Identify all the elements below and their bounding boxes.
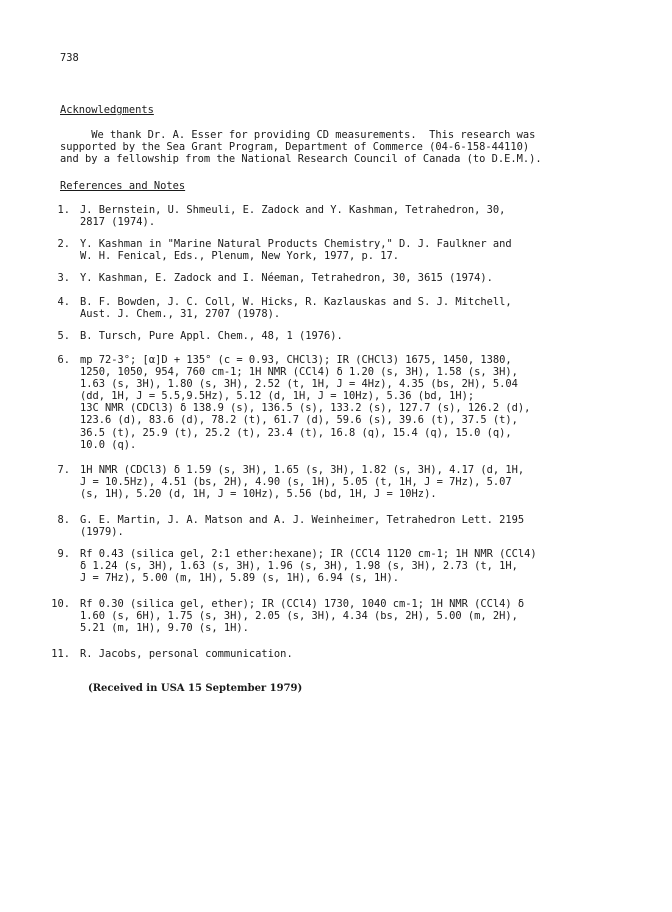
reference-line: 5.21 (m, 1H), 9.70 (s, 1H).: [80, 622, 249, 635]
acknowledgments-text: [60, 129, 630, 165]
reference-line: 1.60 (s, 6H), 1.75 (s, 3H), 2.05 (s, 3H), 4.34 (bs, 2H), 5.00 (m, 2H),: [80, 610, 518, 623]
reference-line: 10.0 (q).: [80, 438, 137, 451]
reference-text: [80, 514, 640, 538]
reference-line: 13C NMR (CDCl3) δ 138.9 (s), 136.5 (s), 133.2 (s), 127.7 (s), 126.2 (d),: [80, 402, 531, 415]
reference-number: 11.: [51, 648, 70, 660]
reference-line: Rf 0.30 (silica gel, ether); IR (CCl4) 1730, 1040 cm-1; 1H NMR (CCl4) δ: [80, 598, 525, 610]
reference-line: mp 72-3°; [α]D + 135° (c = 0.93, CHCl3); IR (CHCl3) 1675, 1450, 1380,: [80, 354, 512, 366]
reference-text: [80, 354, 640, 451]
reference-text: [80, 330, 640, 342]
reference-line: 123.6 (d), 83.6 (d), 78.2 (t), 61.7 (d), 59.6 (s), 39.6 (t), 37.5 (t),: [80, 414, 518, 427]
reference-line: B. Tursch, Pure Appl. Chem., 48, 1 (1976).: [80, 330, 343, 342]
reference-number: 1.: [57, 204, 70, 216]
reference-line: (dd, 1H, J = 5.5,9.5Hz), 5.12 (d, 1H, J = 10Hz), 5.36 (bd, 1H);: [80, 390, 475, 403]
reference-number: 9.: [57, 548, 70, 560]
reference-line: G. E. Martin, J. A. Matson and A. J. Weinheimer, Tetrahedron Lett. 2195: [80, 514, 525, 526]
reference-line: J = 10.5Hz), 4.51 (bs, 2H), 4.90 (s, 1H), 5.05 (t, 1H, J = 7Hz), 5.07: [80, 476, 512, 489]
reference-line: Aust. J. Chem., 31, 2707 (1978).: [80, 308, 281, 321]
reference-line: Rf 0.43 (silica gel, 2:1 ether:hexane); IR (CCl4 1120 cm-1; 1H NMR (CCl4): [80, 548, 537, 560]
reference-line: Y. Kashman, E. Zadock and I. Néeman, Tetrahedron, 30, 3615 (1974).: [80, 272, 493, 284]
reference-number: 3.: [57, 272, 70, 284]
reference-text: [80, 296, 640, 320]
reference-text: [80, 464, 640, 500]
reference-text: [80, 204, 640, 228]
reference-text: [80, 598, 640, 634]
reference-line: 1250, 1050, 954, 760 cm-1; 1H NMR (CCl4) δ 1.20 (s, 3H), 1.58 (s, 3H),: [80, 366, 518, 379]
reference-line: 36.5 (t), 25.9 (t), 25.2 (t), 23.4 (t), 16.8 (q), 15.4 (q), 15.0 (q),: [80, 426, 512, 439]
reference-line: J. Bernstein, U. Shmeuli, E. Zadock and Y. Kashman, Tetrahedron, 30,: [80, 204, 506, 216]
reference-line: δ 1.24 (s, 3H), 1.63 (s, 3H), 1.96 (s, 3H), 1.98 (s, 3H), 2.73 (t, 1H,: [80, 560, 518, 573]
reference-number: 5.: [57, 330, 70, 342]
reference-line: B. F. Bowden, J. C. Coll, W. Hicks, R. Kazlauskas and S. J. Mitchell,: [80, 296, 512, 308]
reference-line: 1H NMR (CDCl3) δ 1.59 (s, 3H), 1.65 (s, 3H), 1.82 (s, 3H), 4.17 (d, 1H,: [80, 464, 525, 476]
references-heading: References and Notes: [60, 180, 186, 192]
reference-line: Y. Kashman in "Marine Natural Products Chemistry," D. J. Faulkner and: [80, 238, 512, 250]
ack-line: We thank Dr. A. Esser for providing CD measurements. This research was: [60, 129, 536, 141]
reference-text: [80, 648, 640, 660]
reference-line: J = 7Hz), 5.00 (m, 1H), 5.89 (s, 1H), 6.94 (s, 1H).: [80, 572, 400, 585]
reference-number: 2.: [57, 238, 70, 250]
reference-text: [80, 548, 640, 584]
ack-line: supported by the Sea Grant Program, Department of Commerce (04-6-158-44110): [60, 141, 530, 154]
reference-line: 1.63 (s, 3H), 1.80 (s, 3H), 2.52 (t, 1H, J = 4Hz), 4.35 (bs, 2H), 5.04: [80, 378, 518, 391]
reference-number: 8.: [57, 514, 70, 526]
reference-line: (1979).: [80, 526, 124, 539]
reference-line: 2817 (1974).: [80, 216, 156, 229]
reference-line: R. Jacobs, personal communication.: [80, 648, 293, 660]
ack-line: and by a fellowship from the National Research Council of Canada (to D.E.M.).: [60, 153, 542, 166]
reference-number: 10.: [51, 598, 70, 610]
reference-text: [80, 272, 640, 284]
received-date: (Received in USA 15 September 1979): [88, 683, 303, 694]
reference-text: [80, 238, 640, 262]
acknowledgments-heading: Acknowledgments: [60, 104, 154, 116]
reference-line: (s, 1H), 5.20 (d, 1H, J = 10Hz), 5.56 (bd, 1H, J = 10Hz).: [80, 488, 437, 501]
page-number: 738: [60, 52, 79, 64]
reference-number: 6.: [57, 354, 70, 366]
reference-number: 4.: [57, 296, 70, 308]
reference-number: 7.: [57, 464, 70, 476]
reference-line: W. H. Fenical, Eds., Plenum, New York, 1977, p. 17.: [80, 250, 400, 263]
